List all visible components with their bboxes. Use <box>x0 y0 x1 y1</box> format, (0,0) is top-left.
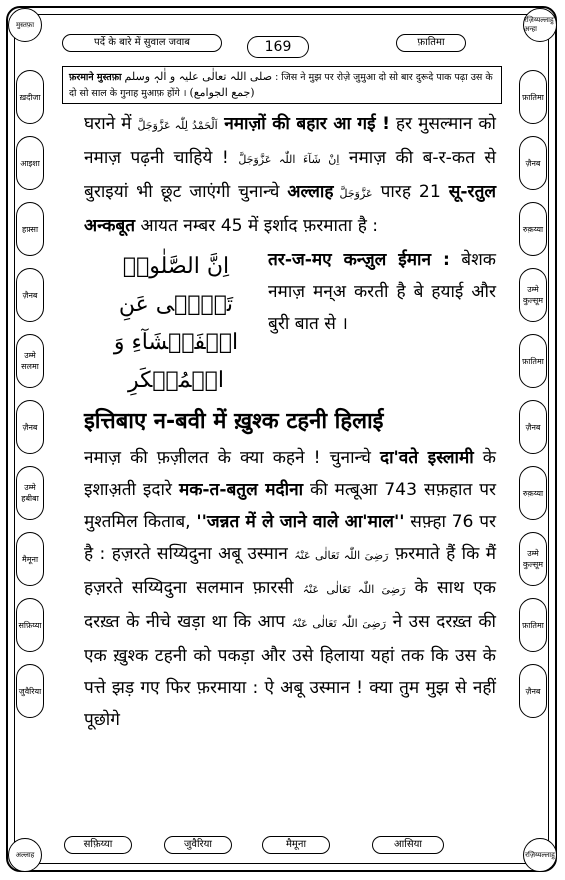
footer-tab: सफ़िय्या <box>64 836 132 854</box>
text-run: सफ़्हा 76 पर है : हज़रते सय्यिदुना अबू उस्मान <box>84 512 496 564</box>
text-run: के साथ एक दरख़्त के नीचे खड़ा था कि आप <box>84 578 497 632</box>
page-number: 169 <box>247 36 309 58</box>
text-run: के इशाअ़ती इदारे <box>84 448 496 500</box>
paragraph-2 <box>84 442 496 736</box>
side-item: जुवैरिया <box>16 664 44 718</box>
bold-text: नमाज़ों की बहार आ गई ! <box>217 114 390 134</box>
text-run: ने उस दरख़्त की एक ख़ुश्क टहनी को पकड़ा और उसे हिलाया यहां तक कि उस के पत्ते झड़ गए फिर फ़रमाया : ऐ अबू उस्मान ! क्या तुम मुझ से नहीं पूछोगे <box>84 612 496 730</box>
side-item: उम्मे कुल्सूम <box>519 268 547 322</box>
ayah-block <box>84 244 496 400</box>
text-run: की मत्बूआ 743 सफ़हात पर मुश्तमिल किताब, <box>84 480 497 532</box>
bold-text: मक-त-बतुल मदीना <box>178 480 304 500</box>
footer-tab: आसिया <box>372 836 444 854</box>
page-content <box>84 108 496 736</box>
quote-source: (جمع الجوامع) <box>189 86 255 99</box>
text-run: नमाज़ की फ़ज़ीलत के क्या कहने ! चुनान्चे <box>84 448 380 468</box>
side-ornaments-left <box>16 70 46 730</box>
side-item: हफ़्सा <box>16 202 44 256</box>
side-item: ख़दीजा <box>16 70 44 124</box>
side-item: ज़ैनब <box>519 664 547 718</box>
side-item: उम्मे हबीबा <box>16 466 44 520</box>
text-run: घराने में <box>84 114 138 134</box>
ayah-arabic: اِنَّ الصَّلٰوۃَ تَنۡہٰی عَنِ الۡفَحۡشَآءِ وَ الۡمُنۡکَرِ <box>113 254 239 393</box>
side-item: ज़ैनब <box>16 268 44 322</box>
section-heading: इत्तिबाए न-बवी में ख़ुश्क टहनी हिलाई <box>84 409 384 434</box>
corner-label: रज़िय्यल्लाहु अन्हा <box>524 16 554 33</box>
corner-label: अल्लाह <box>15 850 35 859</box>
bold-text: ''जन्नत में ले जाने वाले आ'माल'' <box>196 512 405 532</box>
corner-ornament-top-left <box>8 8 42 42</box>
bold-text: सू-रतुल अन्कबूत <box>84 182 497 236</box>
book-title: पर्दे के बारे में सुवाल जवाब <box>62 34 222 52</box>
arabic-phrase: رَضِیَ اللّٰہ تَعَالٰی عَنْہُ <box>291 617 387 630</box>
bold-text: दा'वते इस्लामी <box>379 448 474 468</box>
side-item: सफ़िय्या <box>16 598 44 652</box>
side-item: फ़ातिमा <box>519 334 547 388</box>
corner-ornament-top-right <box>523 8 557 42</box>
arabic-phrase: رَضِیَ اللّٰہ تَعَالٰی عَنْہُ <box>294 549 389 562</box>
footer-tab: मैमूना <box>262 836 330 854</box>
corner-ornament-bottom-left <box>8 838 42 872</box>
side-item: रुक़य्या <box>519 466 547 520</box>
side-item: ज़ैनब <box>519 136 547 190</box>
quote-arabic: صلی اللہ تعالٰی علیہ و اٰلہٖ وسلم <box>124 70 273 83</box>
corner-label: मुस्तफ़ा <box>15 20 35 29</box>
side-item: मैमूना <box>16 532 44 586</box>
arabic-phrase: اَلْحَمْدُ لِلّٰہ عَزَّوَجَلَّ <box>137 119 218 132</box>
bold-text: तर-ज-मए कन्ज़ुल ईमान : <box>268 250 450 270</box>
side-item: उम्मे कुल्सूम <box>519 532 547 586</box>
bold-text: अल्लाह <box>287 182 334 202</box>
corner-label: रज़िय्यल्लाहु <box>525 850 555 859</box>
text-run: पारह 21 <box>372 182 449 202</box>
arabic-phrase: عَزَّوَجَلَّ <box>333 187 373 200</box>
arabic-phrase: رَضِیَ اللّٰہ تَعَالٰی عَنْہُ <box>302 583 406 596</box>
hadith-quote-box <box>62 66 502 104</box>
text-run: हर मुसल्मान को नमाज़ पढ़नी चाहिये ! <box>84 114 496 168</box>
arabic-phrase: اِنْ شَآءَ اللّٰہ عَزَّوَجَلَّ <box>238 153 340 166</box>
footer-tab: जुवैरिया <box>164 836 232 854</box>
header-tab-right: फ़ातिमा <box>396 34 466 52</box>
text-run: फ़रमाते हैं कि मैं हज़रते सय्यिदुना सलमान फ़ारसी <box>84 544 496 598</box>
side-item: ज़ैनब <box>519 400 547 454</box>
side-item: रुक़य्या <box>519 202 547 256</box>
text-run: आयत नम्बर 45 में इर्शाद फ़रमाता है : <box>135 216 379 236</box>
ayah-translation <box>268 244 496 400</box>
side-ornaments-right <box>519 70 549 730</box>
side-item: फ़ातिमा <box>519 598 547 652</box>
text-run: बेशक नमाज़ मन्अ करती है बे हयाई और बुरी बात से । <box>268 250 496 334</box>
side-item: आइशा <box>16 136 44 190</box>
text-run: नमाज़ की ब-र-कत से बुराइयां भी छूट जाएंगी चुनान्चे <box>84 148 496 202</box>
quote-label: फ़रमाने मुस्तफ़ा <box>69 72 122 83</box>
side-item: उम्मे सलमा <box>16 334 44 388</box>
paragraph-1 <box>84 108 496 242</box>
quote-text: : जिस ने मुझ पर रोज़े जुमुआ दो सो बार दुरूदे पाक पढ़ा उस के दो सो साल के गुनाह मुआफ़ होंगे । <box>69 72 493 99</box>
side-item: ज़ैनब <box>16 400 44 454</box>
corner-ornament-bottom-right <box>523 838 557 872</box>
side-item: फ़ातिमा <box>519 70 547 124</box>
